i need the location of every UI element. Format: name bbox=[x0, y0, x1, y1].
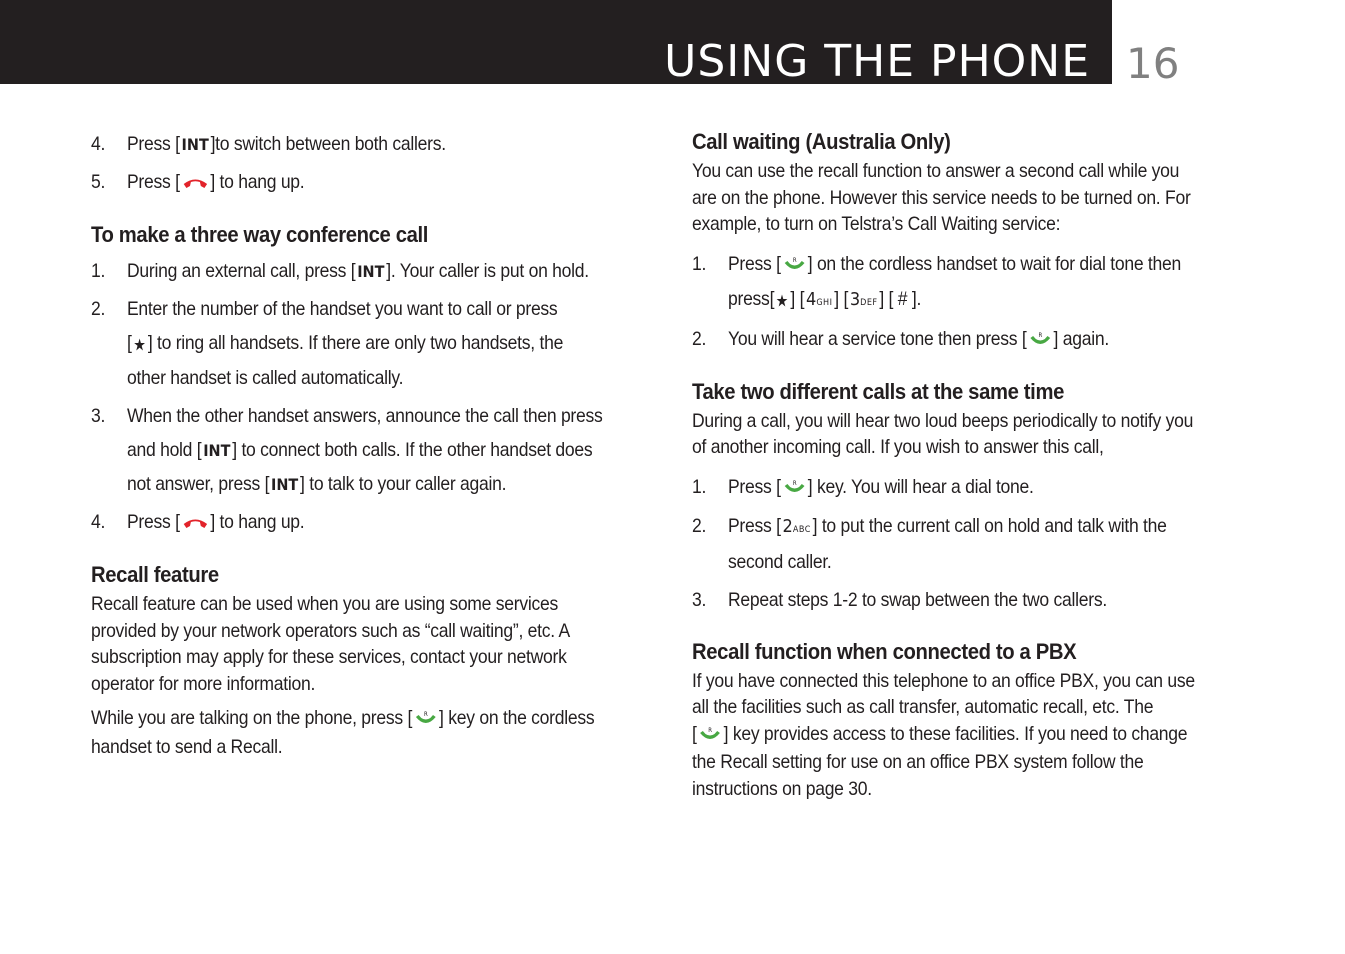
list-item: 2. Press [2ABC] to put the current call on hold and talk with the second caller. bbox=[692, 510, 1252, 580]
left-column bbox=[91, 128, 653, 761]
right-column bbox=[692, 128, 1252, 803]
paragraph: If you have connected this telephone to an office PBX, you can use all the facilities such as call transfer, automatic recall, etc. The [ R ] key provides access to these facilities. If you need to change the Recall setting for use on an office PBX system follow the instructions on page 30. bbox=[692, 669, 1195, 800]
key-3-icon: 3DEF bbox=[849, 288, 878, 310]
svg-text:R: R bbox=[1038, 332, 1042, 339]
list-item: 4. Press [ ] to hang up. bbox=[91, 506, 653, 541]
star-icon bbox=[776, 286, 789, 318]
list-item: 2. Enter the number of the handset you want to call or press [ ] to ring all handsets. If there are only two handsets, the other handset is called automatically. bbox=[91, 298, 564, 389]
section-heading: Take two different calls at the same time bbox=[692, 378, 1064, 404]
section-heading: Recall function when connected to a PBX bbox=[692, 638, 1077, 664]
paragraph: Recall feature can be used when you are using some services provided by your network operators such as “call waiting”, etc. A subscription may apply for these services, contact your network operator for more information. bbox=[91, 593, 570, 695]
section-heading: Call waiting (Australia Only) bbox=[692, 129, 951, 154]
section-heading: To make a three way conference call bbox=[91, 222, 429, 247]
list-item: 1. Press [ R ] on the cordless handset to wait for dial tone then press[ ] [4GHI] [3DEF] [ # ]. bbox=[692, 248, 1252, 319]
key-4-icon: 4GHI bbox=[806, 288, 833, 310]
page-number: 16 bbox=[1126, 39, 1180, 88]
int-key-icon: INT bbox=[203, 441, 231, 460]
recall-icon bbox=[698, 725, 721, 751]
list-item: 3. Repeat steps 1-2 to swap between the two callers. bbox=[692, 588, 1107, 611]
int-key-icon: INT bbox=[181, 135, 209, 154]
section-heading: Recall feature bbox=[91, 562, 219, 587]
recall-icon bbox=[783, 251, 806, 283]
end-call-icon bbox=[182, 169, 209, 201]
svg-text:R: R bbox=[423, 711, 428, 719]
page-title: USING THE PHONE bbox=[664, 36, 1090, 87]
paragraph: You can use the recall function to answer a second call while you are on the phone. However this service needs to be turned on. For example, to turn on Telstra’s Call Waiting service: bbox=[692, 160, 1191, 235]
recall-icon bbox=[1028, 326, 1051, 358]
list-item: 5. Press [ ] to hang up. bbox=[91, 166, 653, 201]
int-key-icon: INT bbox=[270, 475, 299, 494]
paragraph: During a call, you will hear two loud beeps periodically to notify you of another incoming call. If you wish to answer this call, bbox=[692, 409, 1194, 458]
star-icon bbox=[133, 330, 146, 362]
svg-text:R: R bbox=[792, 257, 796, 264]
list-item: 3. When the other handset answers, announce the call then press and hold [ INT] to connect both calls. If the other handset does not answer, press [ INT] to talk to your caller again. bbox=[91, 400, 653, 502]
recall-icon bbox=[783, 474, 806, 506]
list-item: 2. You will hear a service tone then press [ R ] again. bbox=[692, 323, 1252, 358]
list-item: 1. Press [ R ] key. You will hear a dial tone. bbox=[692, 471, 1252, 506]
int-key-icon: INT bbox=[357, 262, 385, 281]
list-item: 1. During an external call, press [ INT]. Your caller is put on hold. bbox=[91, 255, 653, 289]
paragraph: While you are talking on the phone, press [ R ] key on the cordless handset to send a Recall. bbox=[91, 707, 595, 758]
svg-text:R: R bbox=[708, 727, 712, 734]
end-call-icon bbox=[182, 509, 209, 541]
header-bar bbox=[0, 0, 1112, 87]
recall-icon bbox=[414, 709, 437, 735]
list-item: 4. Press [ INT]to switch between both callers. bbox=[91, 128, 653, 162]
svg-text:R: R bbox=[792, 480, 796, 487]
key-2-icon: 2ABC bbox=[782, 515, 811, 537]
